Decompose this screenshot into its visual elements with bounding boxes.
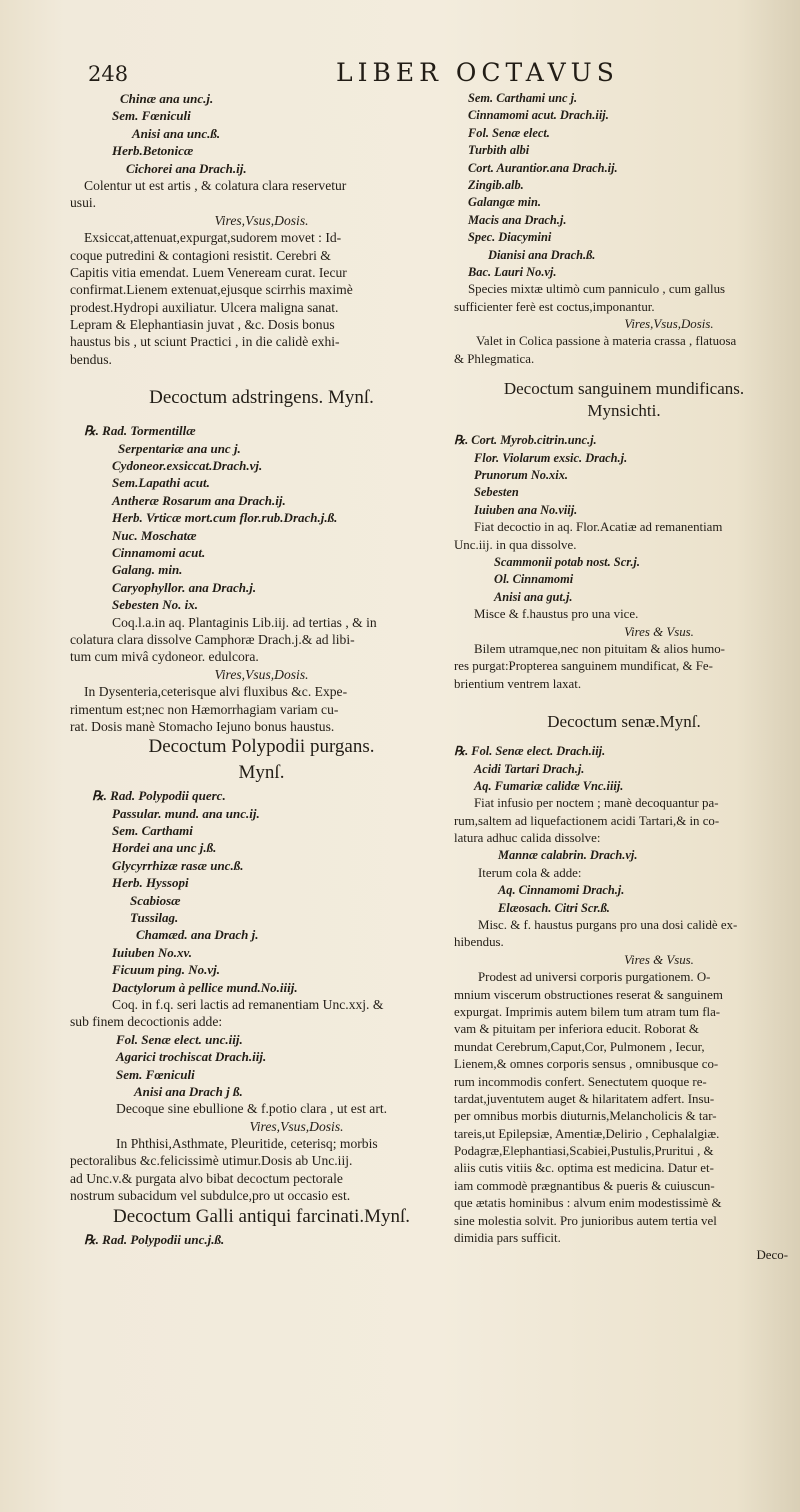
text-line: Podagræ,Elephantiasi,Scabiei,Pustulis,Pruritui , & [454, 1144, 714, 1159]
recipe-line: Spec. Diacymini [468, 230, 552, 245]
text-line: haustus bis , ut sciunt Practici , in die calidè exhi- [70, 334, 340, 350]
text-line: Coq.l.a.in aq. Plantaginis Lib.iij. ad tertias , & in [112, 614, 377, 630]
text-line: Lienem,& omnes corporis sensus , omnibusque co- [454, 1057, 719, 1072]
right-column [454, 90, 794, 1265]
recipe-line: Sem.Lapathi acut. [112, 475, 210, 491]
spacer [454, 422, 794, 432]
recipe-line: Tussilag. [130, 910, 179, 926]
recipe-line: Sem. Carthami [112, 823, 193, 839]
text-line: sine molestia solvit. Pro junioribus autem tertia vel [454, 1213, 717, 1228]
section-heading: Decoctum Galli antiqui farcinati.Mynſ. [112, 1205, 411, 1227]
spacer [70, 368, 453, 386]
section-label: Vires,Vsus,Dosis. [249, 1118, 344, 1134]
recipe-line: Acidi Tartari Drach.j. [474, 761, 585, 776]
recipe-line: Agarici trochiscat Drach.iij. [116, 1049, 267, 1065]
text-line: Fiat infusio per noctem ; manè decoquantur pa- [474, 796, 719, 811]
spacer [454, 368, 794, 378]
text-line: Coq. in f.q. seri lactis ad remanentiam Unc.xxj. & [112, 996, 384, 1012]
section-heading: Mynsichti. [587, 401, 661, 421]
recipe-line: Herb. Vrticæ mort.cum flor.rub.Drach.j.ß. [112, 510, 338, 526]
text-line: In Phthisi,Asthmate, Pleuritide, ceterisq; morbis [116, 1136, 378, 1152]
text-line: mnium viscerum obstructiones reserat & sanguinem [454, 987, 723, 1002]
text-line: Exsiccat,attenuat,expurgat,sudorem movet : Id- [84, 230, 342, 246]
text-line: per omnibus morbis diuturnis,Melancholicis & tar- [454, 1109, 717, 1124]
text-line: aliis cutis vitiis &c. optima est medicina. Datur et- [454, 1161, 714, 1176]
recipe-line: Nuc. Moschatæ [112, 527, 197, 543]
text-line: usui. [70, 195, 97, 211]
text-line: Lepram & Elephantiasin juvat , &c. Dosis bonus [70, 317, 335, 333]
recipe-line: Sebesten [474, 485, 519, 500]
recipe-line: Fol. Senæ elect. [468, 125, 550, 140]
recipe-line: Ol. Cinnamomi [494, 572, 574, 587]
text-line: tum cum mivâ cydoneor. edulcora. [70, 649, 259, 665]
recipe-line: Galang. min. [112, 562, 183, 578]
text-line: bendus. [70, 351, 112, 367]
text-line: coque putredini & contagioni resistit. Cerebri & [70, 247, 331, 263]
section-label: Vires & Vsus. [624, 952, 694, 967]
text-line: hibendus. [454, 935, 504, 950]
recipe-line: Herb. Hyssopi [112, 875, 189, 891]
recipe-line: Cinnamomi acut. [112, 544, 206, 560]
text-line: Colentur ut est artis , & colatura clara reservetur [84, 177, 347, 193]
left-column [70, 90, 453, 1248]
section-heading: Mynſ. [238, 762, 285, 784]
text-line: Valet in Colica passione à materia crassa , flatuosa [476, 334, 737, 349]
recipe-line: Anisi ana unc.ß. [132, 125, 221, 141]
text-line: Decoque sine ebullione & f.potio clara , ut est art. [116, 1101, 388, 1117]
recipe-line: Dactylorum à pellice mund.No.iiij. [112, 979, 298, 995]
page-header [0, 58, 800, 92]
recipe-line: Cort. Aurantior.ana Drach.ij. [468, 160, 618, 175]
recipe-line: Anisi ana gut.j. [494, 589, 573, 604]
text-line: mundat Cerebrum,Caput,Cor, Pulmonem , Iecur, [454, 1039, 705, 1054]
recipe-line: Chamæd. ana Drach j. [136, 927, 259, 943]
text-line: rimentum est;nec non Hæmorrhagiam variam cu- [70, 701, 339, 717]
text-line: iam commodè prægnantibus & pueris & cuiuscun- [454, 1178, 715, 1193]
recipe-line: Fol. Senæ elect. unc.iij. [116, 1031, 243, 1047]
recipe-line: Galangæ min. [468, 195, 541, 210]
text-line: que ætatis hominibus : alvum enim modestissimè & [454, 1196, 722, 1211]
recipe-line: Sem. Carthami unc j. [468, 91, 578, 105]
recipe-line: Sem. Fœniculi [116, 1066, 195, 1082]
recipe-line: Prunorum No.xix. [474, 468, 568, 483]
text-line: Iterum cola & adde: [478, 865, 582, 880]
recipe-line: Aq. Fumariæ calidæ Vnc.iiij. [474, 778, 624, 793]
recipe-line: Hordei ana unc j.ß. [112, 840, 217, 856]
text-line: & Phlegmatica. [454, 351, 535, 366]
recipe-line: Glycyrrhizæ rasæ unc.ß. [112, 857, 244, 873]
text-line: brientium ventrem laxat. [454, 676, 582, 691]
recipe-line: Scabiosæ [130, 892, 181, 908]
text-line: tardat,juventutem auget & hilaritatem adfert. Insu- [454, 1091, 715, 1106]
page-number: 248 [88, 62, 129, 86]
recipe-line: ℞. Rad. Polypodii unc.j.ß. [84, 1231, 225, 1247]
recipe-line: Bac. Lauri No.vj. [468, 264, 557, 279]
running-title: LIBER OCTAVUS [336, 58, 619, 87]
text-line: tareis,ut Epilepsiæ, Amentiæ,Delirio , Cephalalgiæ. [454, 1126, 720, 1141]
text-line: sufficienter ferè est coctus,imponantur. [454, 299, 655, 314]
recipe-line: Aq. Cinnamomi Drach.j. [498, 883, 625, 898]
text-line: rum incommodis confert. Senectutem quoque re- [454, 1074, 707, 1089]
text-line: rum,saltem ad liquefactionem acidi Tartari,& in co- [454, 813, 720, 828]
section-label: Vires,Vsus,Dosis. [214, 212, 309, 228]
text-line: rat. Dosis manè Stomacho Iejuno bonus haustus. [70, 718, 335, 734]
recipe-line: Anisi ana Drach j ß. [134, 1083, 243, 1099]
recipe-line: Herb.Betonicæ [112, 143, 194, 159]
recipe-line: Dianisi ana Drach.ß. [488, 247, 596, 262]
text-line: In Dysenteria,ceterisque alvi fluxibus &c. Expe- [84, 684, 348, 700]
text-line: nostrum subacidum vel subdulce,pro ut occasio est. [70, 1188, 351, 1204]
catchword: Deco- [756, 1248, 788, 1263]
recipe-line: ℞. Fol. Senæ elect. Drach.iij. [454, 744, 606, 759]
spacer [454, 733, 794, 743]
text-line: Fiat decoctio in aq. Flor.Acatiæ ad remanentiam [474, 520, 723, 535]
recipe-line: Elæosach. Citri Scr.ß. [498, 900, 610, 915]
section-label: Vires & Vsus. [624, 624, 694, 639]
recipe-line: Iuiuben ana No.viij. [474, 502, 578, 517]
text-line: Unc.iij. in qua dissolve. [454, 537, 577, 552]
text-line: expurgat. Imprimis autem bilem tum atram tum fla- [454, 1004, 721, 1019]
recipe-line: Caryophyllor. ana Drach.j. [112, 579, 257, 595]
recipe-line: Sebesten No. ix. [112, 597, 198, 613]
spacer [70, 412, 453, 422]
section-heading: Decoctum sanguinem mundificans. [503, 379, 745, 399]
text-line: confirmat.Lienem extenuat,ejusque scirrhis maximè [70, 282, 353, 298]
text-line: res purgat:Propterea sanguinem mundificat, & Fe- [454, 659, 713, 674]
text-line: vam & pituitam per inferiora educit. Roborat & [454, 1022, 699, 1037]
recipe-line: Chinæ ana unc.j. [120, 91, 214, 106]
recipe-line: Cichorei ana Drach.ij. [126, 160, 247, 176]
section-heading: Decoctum adstringens. Mynſ. [149, 387, 374, 409]
recipe-line: Macis ana Drach.j. [468, 212, 567, 227]
recipe-line: Cydoneor.exsiccat.Drach.vj. [112, 458, 263, 474]
recipe-line: Ficuum ping. No.vj. [112, 962, 220, 978]
text-line: Bilem utramque,nec non pituitam & alios humo- [474, 641, 725, 656]
recipe-line: ℞. Rad. Tormentillæ [84, 423, 196, 439]
section-heading: Decoctum senæ.Mynſ. [547, 712, 701, 732]
recipe-line: ℞. Cort. Myrob.citrin.unc.j. [454, 433, 597, 448]
recipe-line: Iuiuben No.xv. [112, 944, 193, 960]
recipe-line: Scammonii potab nost. Scr.j. [494, 554, 640, 569]
text-line: ad Unc.v.& purgata alvo bibat decoctum pectorale [70, 1170, 343, 1186]
section-heading: Decoctum Polypodii purgans. [148, 736, 375, 758]
recipe-line: Passular. mund. ana unc.ij. [112, 805, 260, 821]
text-line: sub finem decoctionis adde: [70, 1014, 223, 1030]
recipe-line: Mannæ calabrin. Drach.vj. [498, 848, 638, 863]
recipe-line: Serpentariæ ana unc j. [118, 440, 241, 456]
text-line: Misce & f.haustus pro una vice. [474, 607, 639, 622]
recipe-line: Sem. Fœniculi [112, 108, 191, 124]
recipe-line: ℞. Rad. Polypodii querc. [92, 788, 226, 804]
recipe-line: Cinnamomi acut. Drach.iij. [468, 108, 609, 123]
text-line: Prodest ad universi corporis purgationem. O- [478, 970, 711, 985]
text-line: colatura clara dissolve Camphoræ Drach.j.& ad libi- [70, 631, 355, 647]
text-line: dimidia pars sufficit. [454, 1231, 561, 1246]
spacer [454, 693, 794, 711]
recipe-line: Turbith albi [468, 143, 530, 158]
text-line: Capitis vitia emendat. Luem Veneream curat. Iecur [70, 264, 347, 280]
text-line: Misc. & f. haustus purgans pro una dosi calidè ex- [478, 918, 738, 933]
text-line: Species mixtæ ultimò cum panniculo , cum gallus [468, 282, 726, 297]
text-line: prodest.Hydropi auxiliatur. Ulcera maligna sanat. [70, 299, 339, 315]
recipe-line: Flor. Violarum exsic. Drach.j. [474, 450, 628, 465]
recipe-line: Antheræ Rosarum ana Drach.ij. [112, 492, 286, 508]
section-label: Vires,Vsus,Dosis. [214, 666, 309, 682]
section-label: Vires,Vsus,Dosis. [624, 317, 714, 332]
recipe-line: Zingib.alb. [468, 177, 524, 192]
text-line: latura adhuc calida dissolve: [454, 831, 601, 846]
text-line: pectoralibus &c.felicissimè utimur.Dosis ab Unc.iij. [70, 1153, 353, 1169]
